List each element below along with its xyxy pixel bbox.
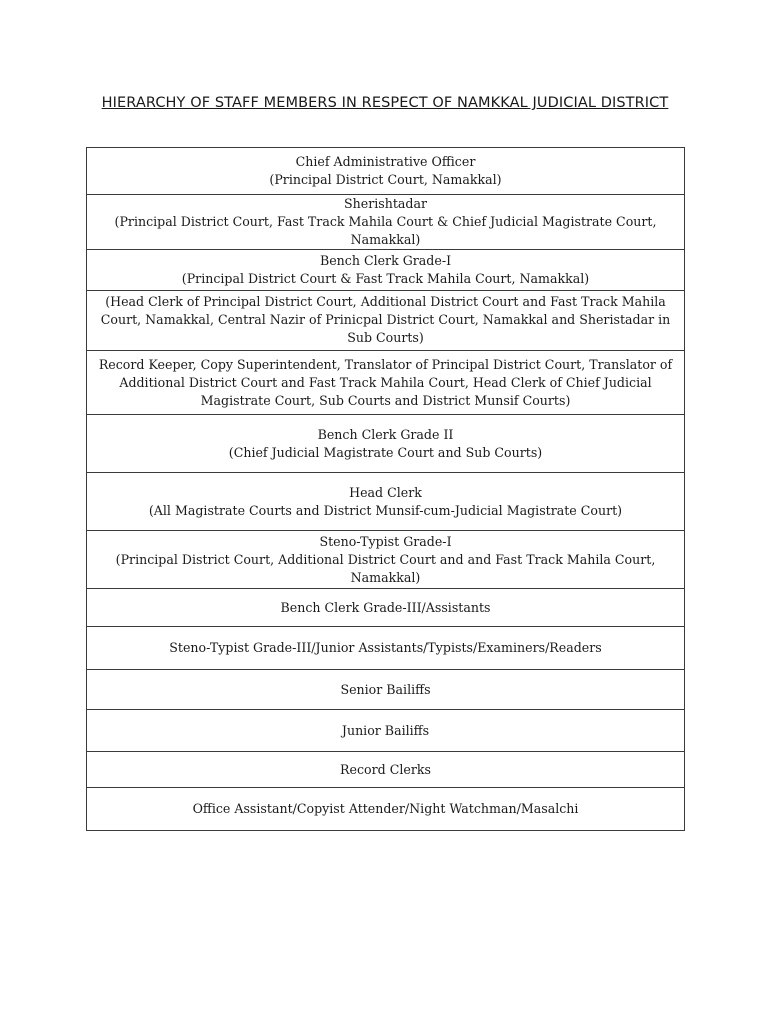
cell-line: Bench Clerk Grade II (317, 426, 454, 442)
cell-line: Bench Clerk Grade-III/Assistants (280, 599, 491, 615)
cell-line: Senior Bailiffs (340, 681, 431, 697)
table-cell (87, 351, 685, 415)
cell-line: Record Clerks (340, 761, 431, 777)
cell-line: Chief Administrative Officer (295, 154, 476, 169)
table-row (87, 627, 685, 670)
cell-line: Head Clerk (349, 484, 422, 500)
table-cell (87, 148, 685, 195)
table-row (87, 752, 685, 788)
table-row (87, 415, 685, 473)
table-row (87, 589, 685, 627)
table-cell (87, 627, 685, 670)
table-cell (87, 670, 685, 710)
table-cell (87, 752, 685, 788)
table-row (87, 710, 685, 752)
cell-line: (Principal District Court, Namakkal) (269, 172, 502, 187)
cell-line: Junior Bailiffs (341, 722, 430, 738)
table-cell (87, 291, 685, 351)
cell-line: Steno-Typist Grade-III/Junior Assistants/Typists/Examiners/Readers (169, 640, 602, 655)
cell-line: Office Assistant/Copyist Attender/Night Watchman/Masalchi (192, 801, 579, 816)
table-row (87, 148, 685, 195)
table-row (87, 291, 685, 351)
cell-line: (Principal District Court, Additional District Court and and Fast Track Mahila Court, Namakkal) (115, 551, 656, 585)
cell-line: (Chief Judicial Magistrate Court and Sub Courts) (228, 444, 543, 460)
cell-line: Sherishtadar (344, 196, 427, 211)
table-cell (87, 195, 685, 250)
table-cell (87, 473, 685, 531)
table-row (87, 670, 685, 710)
table-row (87, 250, 685, 291)
cell-line: (Principal District Court, Fast Track Mahila Court & Chief Judicial Magistrate Court, Namakkal) (114, 214, 657, 247)
table-cell (87, 415, 685, 473)
table-row (87, 531, 685, 589)
table-row (87, 195, 685, 250)
cell-line: (Head Clerk of Principal District Court, Additional District Court and Fast Track Mahila Court, Namakkal, Central Nazir of Prinicpal District Court, Namakkal and Sheristadar in Sub Courts) (100, 294, 671, 345)
table-cell (87, 589, 685, 627)
hierarchy-table (86, 147, 685, 831)
table-cell (87, 250, 685, 291)
cell-line: Bench Clerk Grade-I (319, 253, 452, 268)
table-cell (87, 788, 685, 831)
table-row (87, 788, 685, 831)
document-title: HIERARCHY OF STAFF MEMBERS IN RESPECT OF NAMKKAL JUDICIAL DISTRICT (101, 95, 669, 111)
cell-line: (All Magistrate Courts and District Munsif-cum-Judicial Magistrate Court) (148, 502, 623, 518)
cell-line: (Principal District Court & Fast Track Mahila Court, Namakkal) (181, 271, 590, 286)
table-cell (87, 710, 685, 752)
table-cell (87, 531, 685, 589)
cell-line: Steno-Typist Grade-I (319, 533, 452, 549)
table-row (87, 473, 685, 531)
cell-line: Record Keeper, Copy Superintendent, Translator of Principal District Court, Translator of Additional District Court and Fast Track Mahila Court, Head Clerk of Chief Judicial Magistrate Court, Sub Courts and District Munsif Courts) (98, 356, 673, 408)
table-row (87, 351, 685, 415)
